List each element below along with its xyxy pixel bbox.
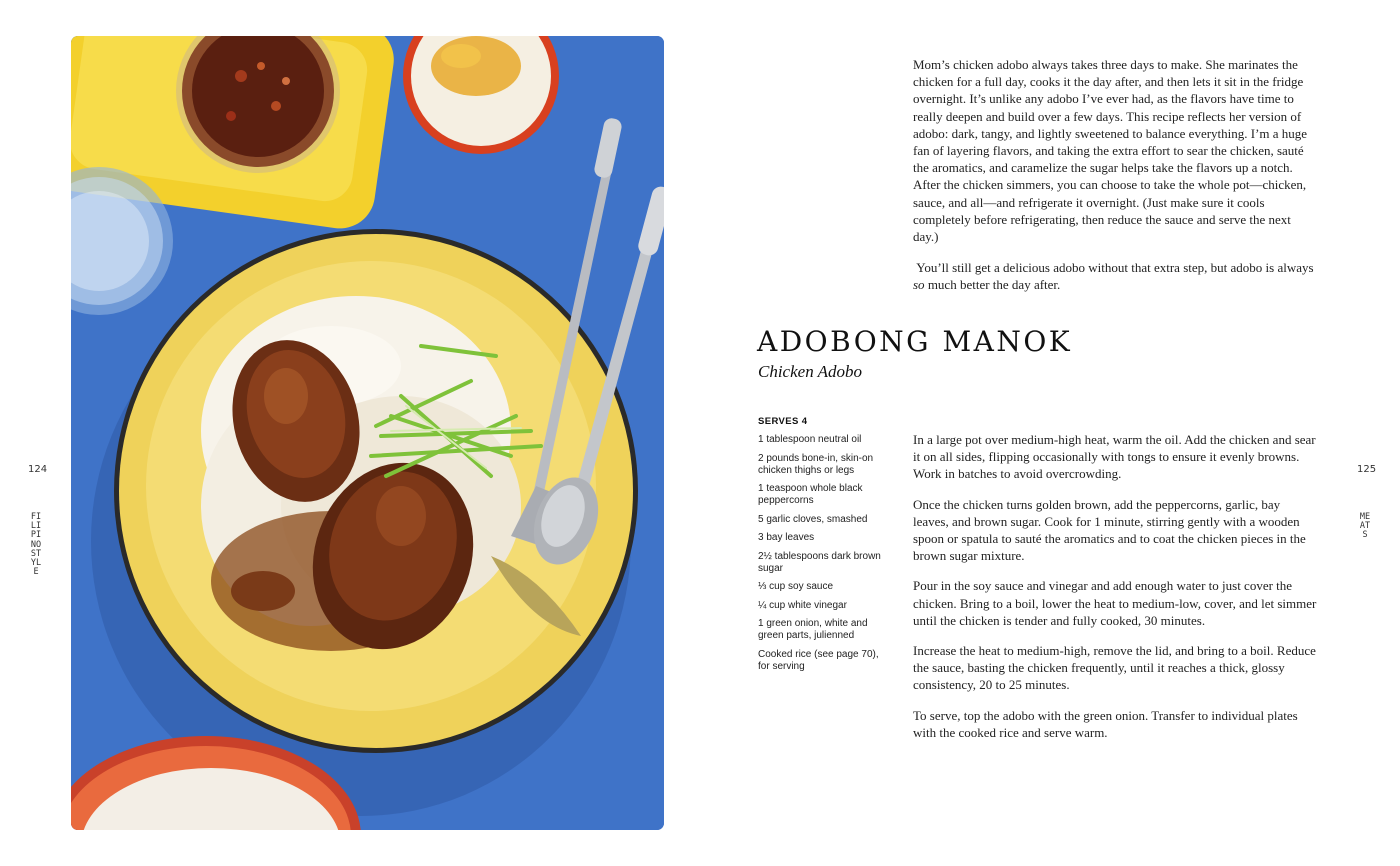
recipe-subtitle: Chicken Adobo (758, 362, 863, 381)
step-paragraph: Pour in the soy sauce and vinegar and add enough water to just cover the chicken. Bring to a boil, lower the heat to medium-low, cover, and let simmer until the chicken is tender and fully cooked, 30 minutes. (913, 578, 1317, 628)
ingredient-item: ¼ cup white vinegar (758, 599, 847, 611)
method-steps (913, 431, 1318, 754)
intro-text (913, 56, 1318, 308)
section-label-right: MEATS (1359, 512, 1371, 541)
step-paragraph: Increase the heat to medium-high, remove the lid, and bring to a boil. Reduce the sauce, basting the chicken frequently, until it reaches a thick, glossy consistency, 20 to 25 minutes. (913, 643, 1316, 693)
intro-paragraph: Mom’s chicken adobo always takes three days to make. She marinates the chicken for a full day, cooks it the day after, and then lets it sit in the fridge overnight. It’s unlike any adobo I’ve ever had, as the flavors have time to really deepen and build over a few days. This recipe reflects her version of adobo: dark, tangy, and lightly sweetened to balance everything. I’m a huge fan of layering flavors, and taking the extra effort to sear the chicken, sauté the aromatics, and caramelize the sugar helps take the flavors up a notch. After the chicken simmers, you can choose to take the whole pot—chicken, sauce, and all—and refrigerate it overnight. (Just make sure it cools completely before refrigerating, then reduce the sauce and serve the next day.) (913, 57, 1308, 245)
ingredient-item: 2½ tablespoons dark brown sugar (758, 550, 881, 574)
step-paragraph: To serve, top the adobo with the green onion. Transfer to individual plates with the cooked rice and serve warm. (913, 707, 1298, 740)
serves-label: SERVES 4 (758, 416, 808, 427)
page-number-left: 124 (28, 464, 48, 475)
step-paragraph: In a large pot over medium-high heat, warm the oil. Add the chicken and sear it on all sides, flipping occasionally with tongs to ensure it evenly browns. Work in batches to avoid overcrowding. (913, 432, 1316, 482)
intro-paragraph-2: You’ll still get a delicious adobo without that extra step, but adobo is always so much better the day after. (913, 260, 1314, 293)
ingredient-item: 2 pounds bone-in, skin-on chicken thighs or legs (758, 452, 874, 476)
ingredient-list (758, 434, 893, 679)
ingredient-item: 5 garlic cloves, smashed (758, 513, 868, 525)
ingredient-item: ⅓ cup soy sauce (758, 581, 834, 592)
ingredient-item: 1 teaspoon whole black peppercorns (758, 483, 863, 506)
page-number-right: 125 (1357, 464, 1377, 475)
ingredient-item: 3 bay leaves (758, 532, 815, 543)
recipe-title: ADOBONG MANOK (757, 325, 1073, 358)
ingredient-item: 1 green onion, white and green parts, julienned (758, 618, 868, 641)
ingredient-item: 1 tablespoon neutral oil (758, 434, 862, 445)
section-label-left: FILIPINO STYLE (30, 512, 42, 578)
food-photo (71, 36, 664, 830)
step-paragraph: Once the chicken turns golden brown, add the peppercorns, garlic, bay leaves, and brown sugar. Cook for 1 minute, stirring gently with a wooden spoon or spatula to sauté the aromatics and to coat the chicken pieces in the brown sugar mixture. (913, 496, 1306, 564)
ingredient-item: Cooked rice (see page 70), for serving (758, 648, 879, 672)
